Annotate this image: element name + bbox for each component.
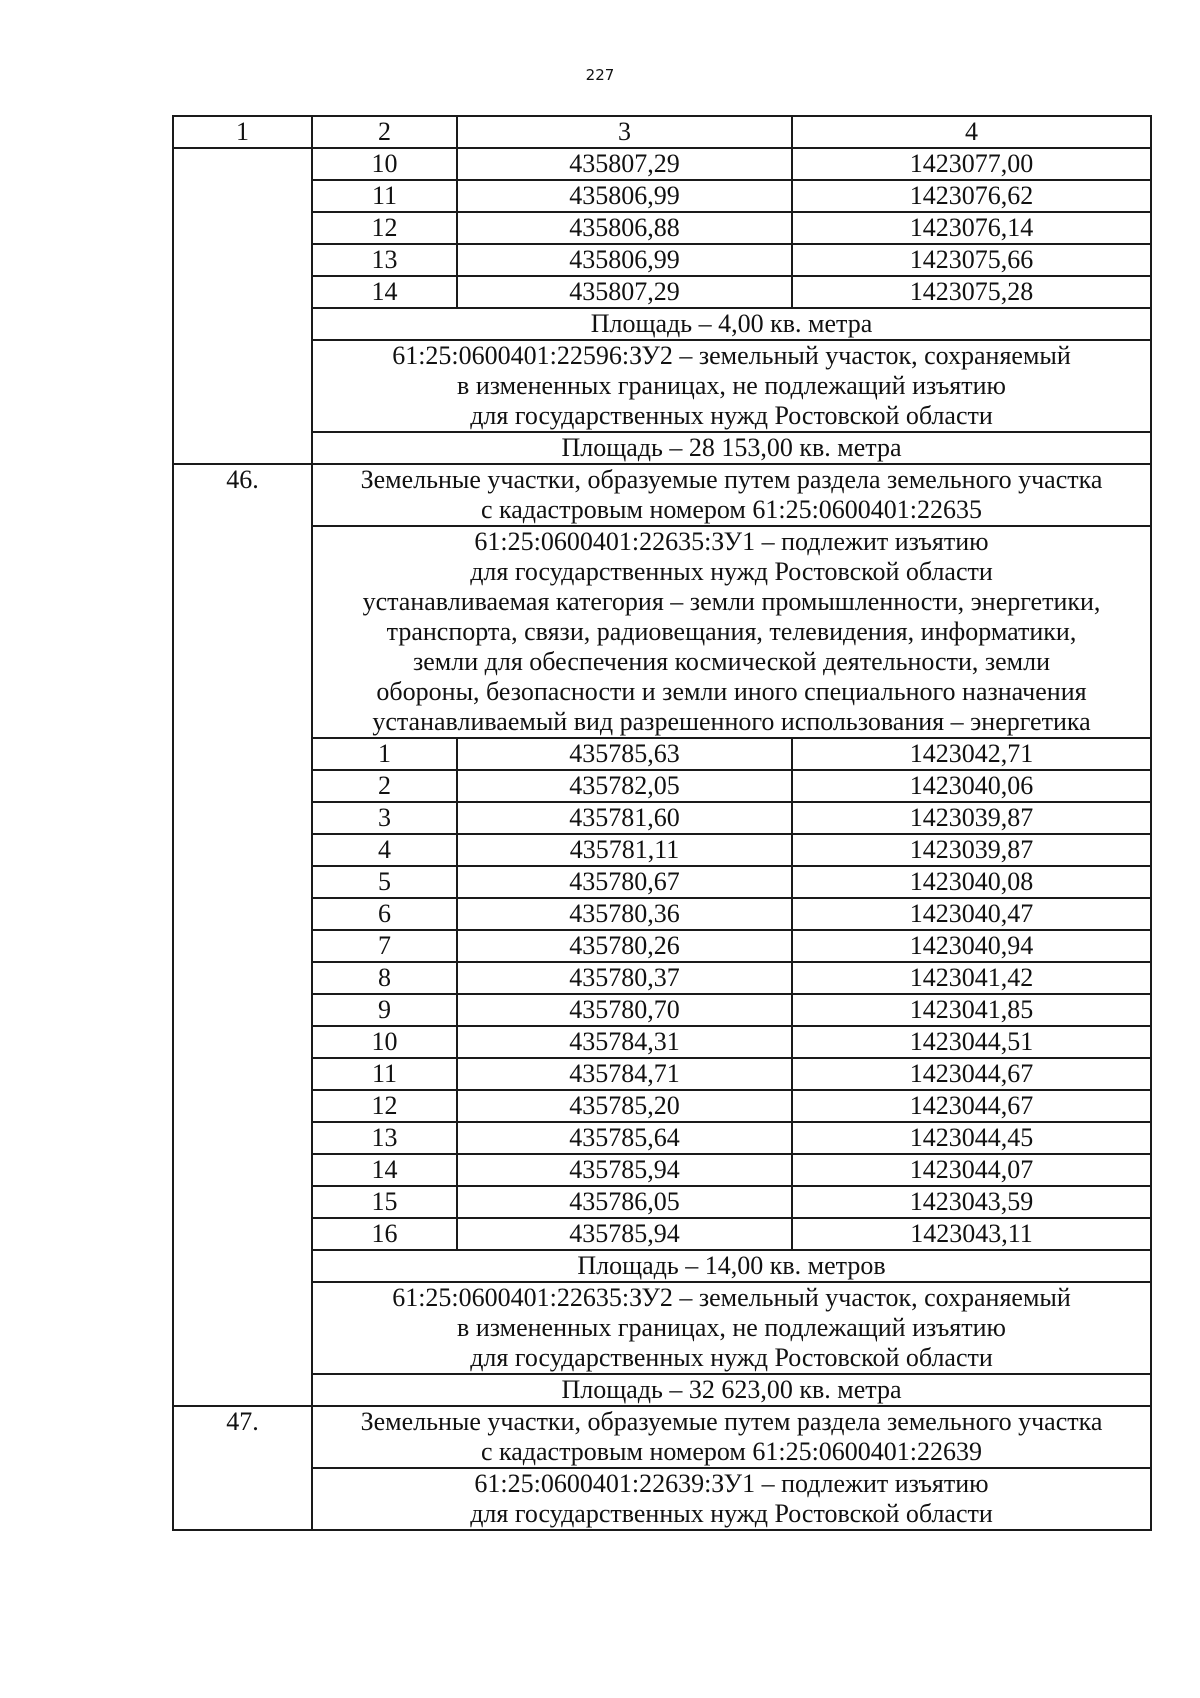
retained-area-label-row <box>173 432 1151 464</box>
coordinate-row <box>173 834 1151 866</box>
entry-title-line: с кадастровым номером 61:25:0600401:22639 <box>480 1437 983 1466</box>
coordinate-row <box>173 212 1151 244</box>
retained-parcel-description <box>312 1282 1151 1374</box>
retained-parcel-description-line: в измененных границах, не подлежащий изъятию <box>457 1313 1006 1342</box>
coordinate-row <box>173 898 1151 930</box>
retained-parcel-description-row <box>173 1282 1151 1374</box>
point-number: 11 <box>312 1058 457 1090</box>
coordinate-y: 1423044,51 <box>792 1026 1151 1058</box>
coordinate-x: 435780,70 <box>457 994 792 1026</box>
coordinate-y: 1423044,07 <box>792 1154 1151 1186</box>
retained-parcel-description <box>312 340 1151 432</box>
point-number: 13 <box>312 1122 457 1154</box>
column-header-1: 1 <box>173 116 312 148</box>
point-number: 9 <box>312 994 457 1026</box>
coordinate-y: 1423044,45 <box>792 1122 1151 1154</box>
coordinate-y: 1423043,59 <box>792 1186 1151 1218</box>
coordinate-row <box>173 770 1151 802</box>
point-number: 12 <box>312 212 457 244</box>
point-number: 16 <box>312 1218 457 1250</box>
entry-title-row <box>173 1406 1151 1468</box>
coordinate-x: 435780,67 <box>457 866 792 898</box>
coordinate-x: 435806,88 <box>457 212 792 244</box>
point-number: 3 <box>312 802 457 834</box>
column-header-4: 4 <box>792 116 1151 148</box>
coordinate-y: 1423040,06 <box>792 770 1151 802</box>
point-number: 14 <box>312 276 457 308</box>
retained-area-label: Площадь – 32 623,00 кв. метра <box>312 1374 1151 1406</box>
coordinate-x: 435806,99 <box>457 180 792 212</box>
coordinate-row <box>173 1122 1151 1154</box>
retained-parcel-description-line: в измененных границах, не подлежащий изъятию <box>457 371 1006 400</box>
point-number: 1 <box>312 738 457 770</box>
column-header-3: 3 <box>457 116 792 148</box>
coordinate-y: 1423075,28 <box>792 276 1151 308</box>
coordinate-row <box>173 962 1151 994</box>
coordinate-y: 1423041,42 <box>792 962 1151 994</box>
point-number: 11 <box>312 180 457 212</box>
coordinate-row <box>173 866 1151 898</box>
coordinate-y: 1423039,87 <box>792 802 1151 834</box>
page-number: 227 <box>585 66 615 84</box>
point-number: 2 <box>312 770 457 802</box>
column-header-2: 2 <box>312 116 457 148</box>
coordinate-row <box>173 1154 1151 1186</box>
coordinate-x: 435785,94 <box>457 1154 792 1186</box>
coordinate-y: 1423040,08 <box>792 866 1151 898</box>
point-number: 5 <box>312 866 457 898</box>
point-number: 10 <box>312 1026 457 1058</box>
entry-title-line: Земельные участки, образуемые путем раздела земельного участка <box>360 1407 1103 1436</box>
entry-index: 47. <box>173 1406 312 1530</box>
parcel-description-row <box>173 1468 1151 1530</box>
coordinate-x: 435780,26 <box>457 930 792 962</box>
coordinate-row <box>173 802 1151 834</box>
parcel-description <box>312 1468 1151 1530</box>
coordinate-x: 435784,71 <box>457 1058 792 1090</box>
coordinate-row <box>173 180 1151 212</box>
entry-index: 46. <box>173 464 312 1406</box>
land-parcel-table <box>172 115 1152 1531</box>
coordinate-y: 1423076,62 <box>792 180 1151 212</box>
point-number: 15 <box>312 1186 457 1218</box>
parcel-description <box>312 526 1151 738</box>
coordinate-row <box>173 148 1151 180</box>
retained-parcel-description-line: для государственных нужд Ростовской области <box>470 401 993 430</box>
parcel-description-line: обороны, безопасности и земли иного специального назначения <box>376 677 1087 706</box>
retained-parcel-description-line: 61:25:0600401:22635:ЗУ2 – земельный участок, сохраняемый <box>392 1283 1071 1312</box>
coordinate-x: 435785,94 <box>457 1218 792 1250</box>
coordinate-x: 435785,63 <box>457 738 792 770</box>
coordinate-x: 435781,11 <box>457 834 792 866</box>
retained-area-label-row <box>173 1374 1151 1406</box>
retained-area-label: Площадь – 28 153,00 кв. метра <box>312 432 1151 464</box>
coordinate-x: 435786,05 <box>457 1186 792 1218</box>
coordinate-y: 1423039,87 <box>792 834 1151 866</box>
area-label: Площадь – 14,00 кв. метров <box>312 1250 1151 1282</box>
retained-parcel-description-row <box>173 340 1151 432</box>
coordinate-row <box>173 930 1151 962</box>
area-label-row <box>173 308 1151 340</box>
parcel-description-line: устанавливаемый вид разрешенного использования – энергетика <box>372 707 1091 736</box>
entry-index-empty <box>173 148 312 464</box>
coordinate-y: 1423077,00 <box>792 148 1151 180</box>
coordinate-x: 435782,05 <box>457 770 792 802</box>
retained-parcel-description-line: 61:25:0600401:22596:ЗУ2 – земельный участок, сохраняемый <box>392 341 1071 370</box>
entry-title <box>312 1406 1151 1468</box>
entry-title-line: с кадастровым номером 61:25:0600401:22635 <box>480 495 983 524</box>
coordinate-y: 1423041,85 <box>792 994 1151 1026</box>
coordinate-y: 1423044,67 <box>792 1090 1151 1122</box>
parcel-description-line: для государственных нужд Ростовской области <box>470 1499 993 1528</box>
coordinate-x: 435781,60 <box>457 802 792 834</box>
area-label-row <box>173 1250 1151 1282</box>
coordinate-row <box>173 276 1151 308</box>
coordinate-y: 1423076,14 <box>792 212 1151 244</box>
point-number: 8 <box>312 962 457 994</box>
point-number: 14 <box>312 1154 457 1186</box>
point-number: 6 <box>312 898 457 930</box>
coordinate-y: 1423043,11 <box>792 1218 1151 1250</box>
point-number: 13 <box>312 244 457 276</box>
parcel-description-row <box>173 526 1151 738</box>
area-label: Площадь – 4,00 кв. метра <box>312 308 1151 340</box>
parcel-description-line: транспорта, связи, радиовещания, телевидения, информатики, <box>386 617 1077 646</box>
column-header-row <box>173 116 1151 148</box>
coordinate-row <box>173 1218 1151 1250</box>
point-number: 10 <box>312 148 457 180</box>
coordinate-x: 435785,20 <box>457 1090 792 1122</box>
coordinate-x: 435807,29 <box>457 276 792 308</box>
coordinate-y: 1423044,67 <box>792 1058 1151 1090</box>
point-number: 7 <box>312 930 457 962</box>
point-number: 12 <box>312 1090 457 1122</box>
coordinate-y: 1423075,66 <box>792 244 1151 276</box>
coordinate-y: 1423040,47 <box>792 898 1151 930</box>
entry-title-row <box>173 464 1151 526</box>
parcel-description-line: земли для обеспечения космической деятельности, земли <box>412 647 1051 676</box>
entry-title-line: Земельные участки, образуемые путем раздела земельного участка <box>360 465 1103 494</box>
retained-parcel-description-line: для государственных нужд Ростовской области <box>470 1343 993 1372</box>
coordinate-row <box>173 1090 1151 1122</box>
coordinate-row <box>173 1058 1151 1090</box>
coordinate-row <box>173 738 1151 770</box>
coordinate-x: 435780,37 <box>457 962 792 994</box>
coordinate-row <box>173 1026 1151 1058</box>
coordinate-x: 435807,29 <box>457 148 792 180</box>
entry-title <box>312 464 1151 526</box>
parcel-description-line: 61:25:0600401:22639:ЗУ1 – подлежит изъятию <box>474 1469 989 1498</box>
parcel-description-line: 61:25:0600401:22635:ЗУ1 – подлежит изъятию <box>474 527 989 556</box>
coordinate-x: 435785,64 <box>457 1122 792 1154</box>
coordinate-row <box>173 994 1151 1026</box>
point-number: 4 <box>312 834 457 866</box>
parcel-description-line: устанавливаемая категория – земли промышленности, энергетики, <box>362 587 1101 616</box>
coordinate-row <box>173 244 1151 276</box>
coordinate-row <box>173 1186 1151 1218</box>
coordinate-x: 435806,99 <box>457 244 792 276</box>
parcel-description-line: для государственных нужд Ростовской области <box>470 557 993 586</box>
coordinate-x: 435784,31 <box>457 1026 792 1058</box>
coordinate-y: 1423040,94 <box>792 930 1151 962</box>
coordinate-x: 435780,36 <box>457 898 792 930</box>
coordinate-y: 1423042,71 <box>792 738 1151 770</box>
